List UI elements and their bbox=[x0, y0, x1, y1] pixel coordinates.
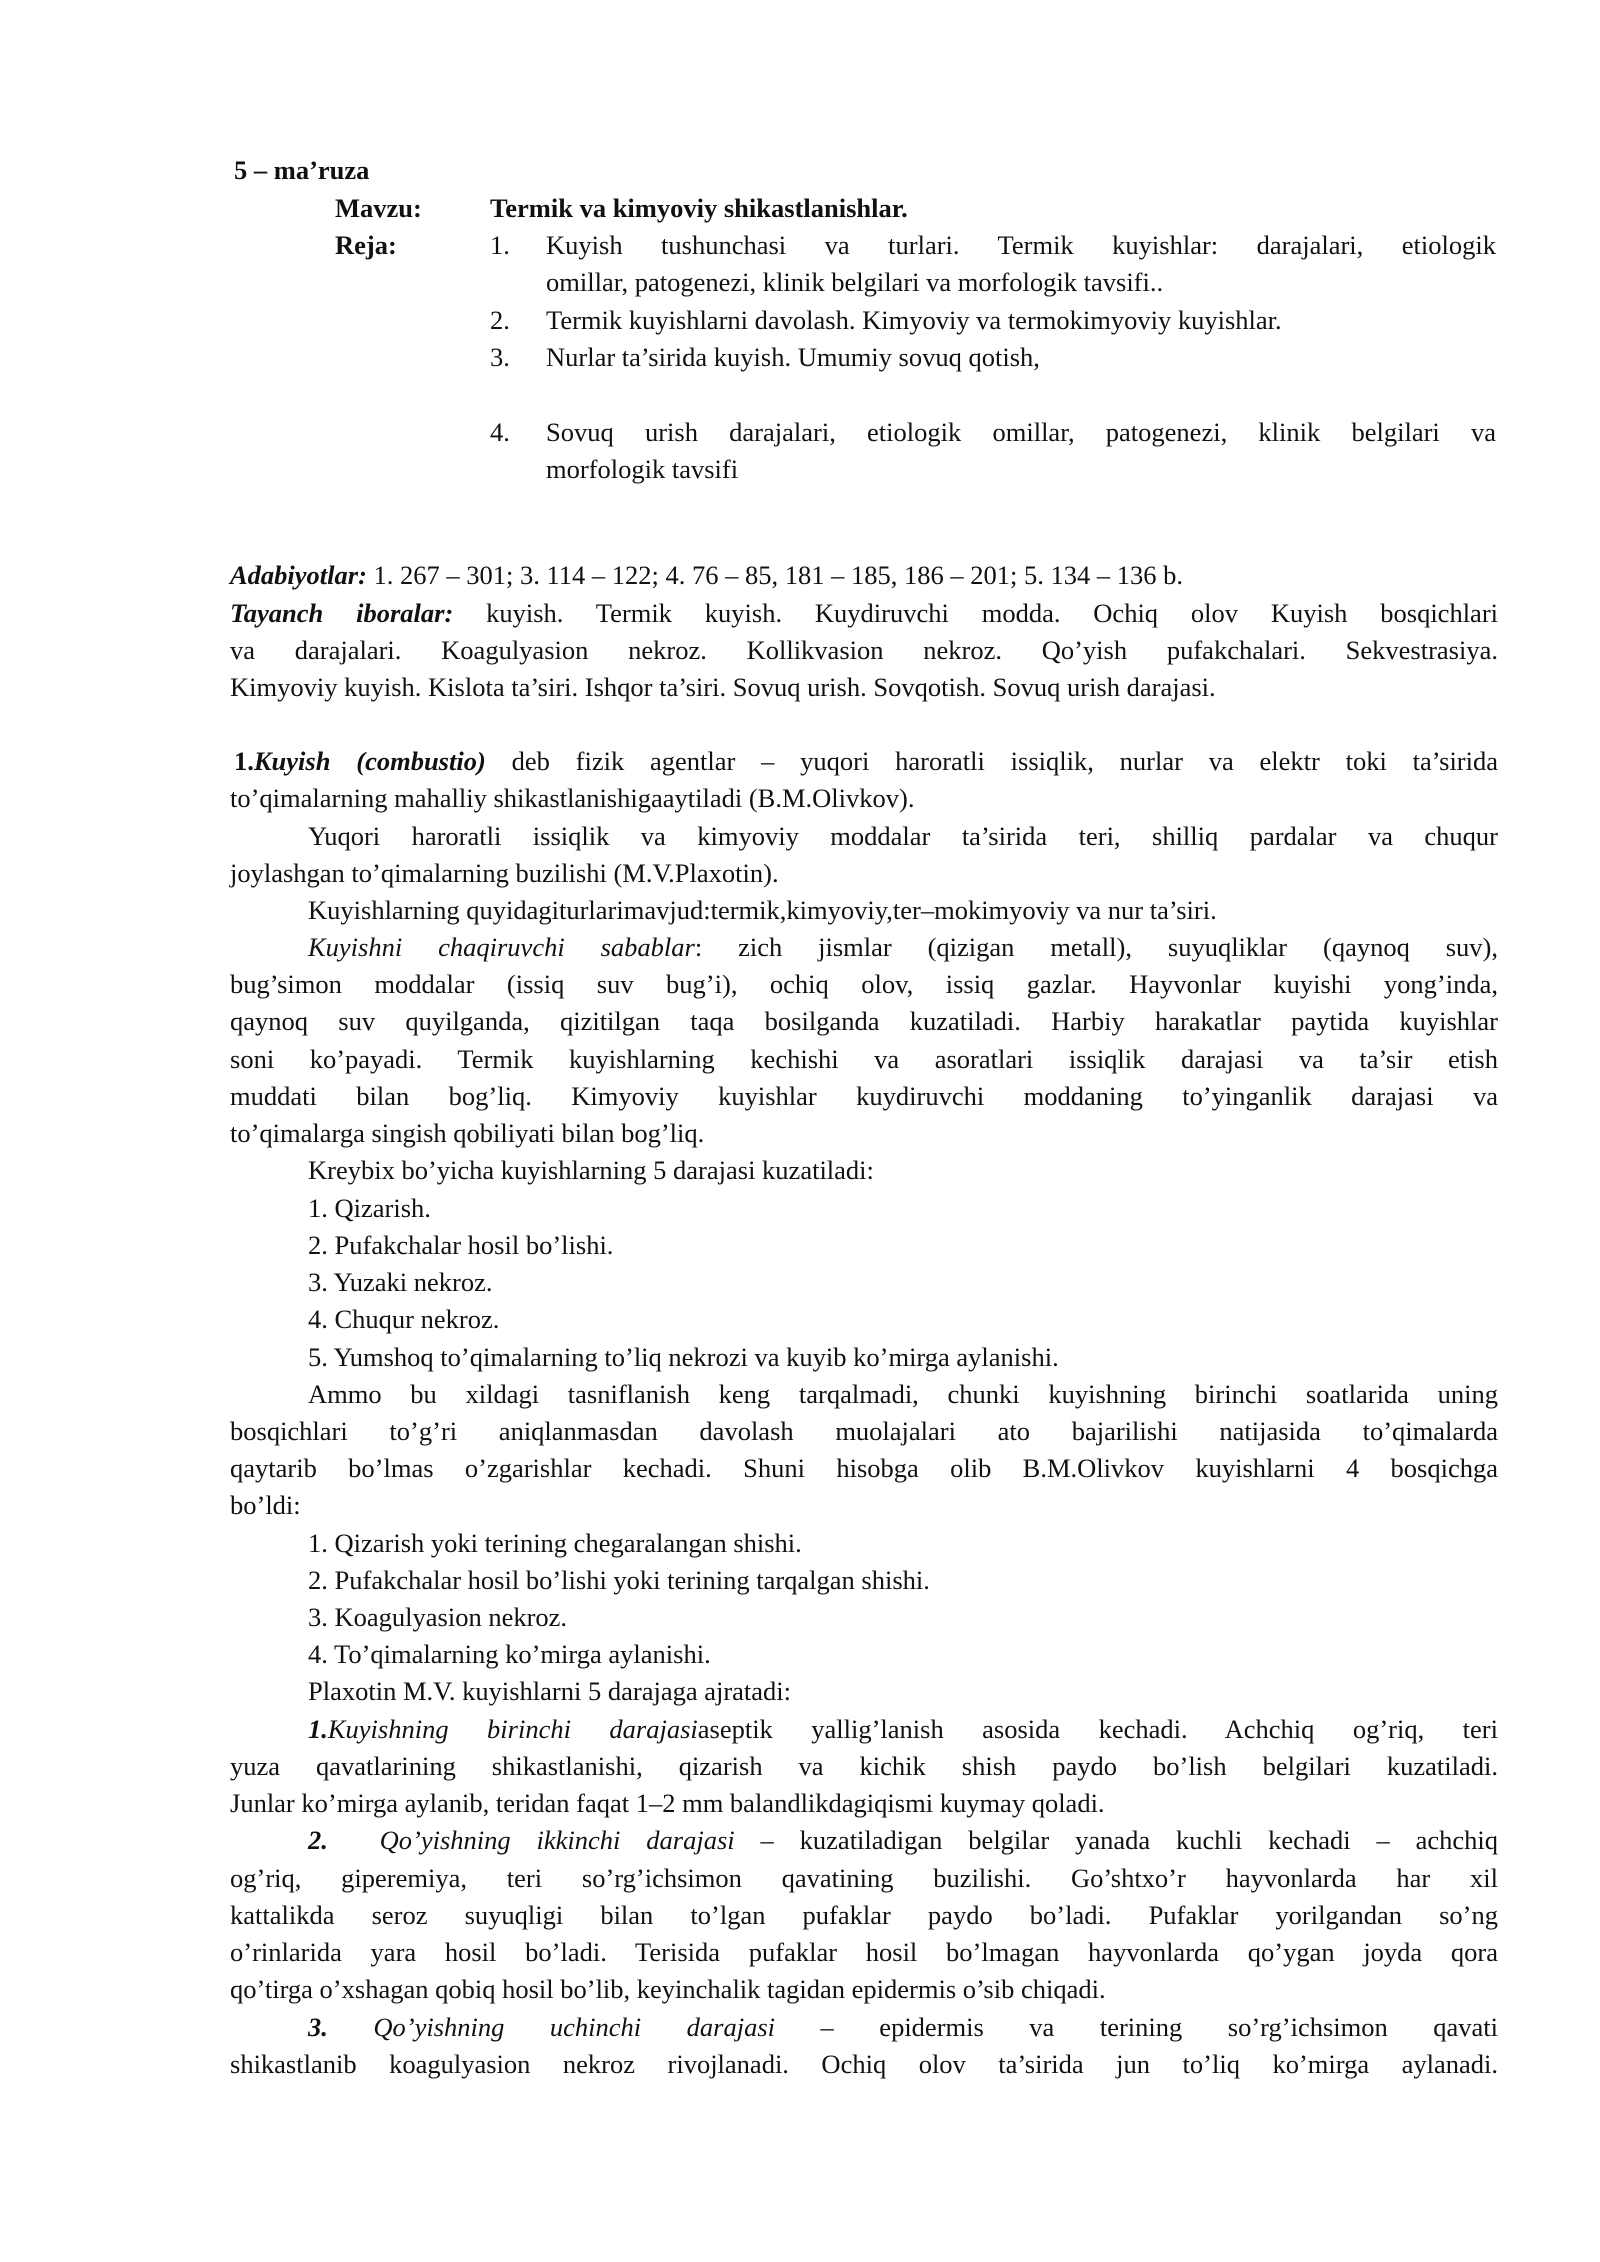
list-item: 4. To’qimalarning ko’mirga aylanishi. bbox=[308, 1639, 711, 1669]
paragraph-line: Ammo bu xildagi tasniflanish keng tarqalmadi, chunki kuyishning birinchi soatlarida uning bbox=[308, 1379, 1498, 1409]
list-item: 3. Yuzaki nekroz. bbox=[308, 1267, 493, 1297]
degree-number: 1. bbox=[308, 1714, 328, 1744]
literature-line bbox=[230, 557, 1498, 594]
paragraph-line: bosqichlari to’g’ri aniqlanmasdan davolash muolajalari ato bajarilishi natijasida to’qimalarda bbox=[230, 1416, 1498, 1446]
term: Kuyishni chaqiruvchi sabablar bbox=[308, 932, 695, 962]
paragraph-line: Kreybix bo’yicha kuyishlarning 5 darajasi kuzatiladi: bbox=[308, 1155, 874, 1185]
paragraph-line: Junlar ko’mirga aylanib, teridan faqat 1–2 mm balandlikdagiqismi kuymay qoladi. bbox=[230, 1788, 1105, 1818]
term: Qo’yishning ikkinchi darajasi bbox=[327, 1825, 735, 1855]
paragraph-line: kattalikda seroz suyuqligi bilan to’lgan pufaklar paydo bo’ladi. Pufaklar yorilgandan so’ng bbox=[230, 1900, 1498, 1930]
paragraph-text: – epidermis va terining so’rg’ichsimon qavati bbox=[775, 2012, 1498, 2042]
paragraph-text: – kuzatiladigan belgilar yanada kuchli kechadi – achchiq bbox=[734, 1825, 1498, 1855]
topic-title: Termik va kimyoviy shikastlanishlar. bbox=[490, 193, 908, 223]
list-item: 2. Pufakchalar hosil bo’lishi yoki terining tarqalgan shishi. bbox=[308, 1565, 930, 1595]
keywords-line: va darajalari. Koagulyasion nekroz. Kollikvasion nekroz. Qo’yish pufakchalari. Sekvestrasiya. bbox=[230, 635, 1498, 665]
list-item: 3. Koagulyasion nekroz. bbox=[308, 1602, 568, 1632]
list-item: 1. Qizarish yoki terining chegaralangan shishi. bbox=[308, 1528, 802, 1558]
plan-item-text: Kuyish tushunchasi va turlari. Termik kuyishlar: darajalari, etiologik bbox=[546, 230, 1496, 260]
paragraph-text: aseptik yallig’lanish asosida kechadi. Achchiq og’riq, teri bbox=[697, 1714, 1498, 1744]
plan-item-text: morfologik tavsifi bbox=[546, 454, 739, 484]
keywords-line bbox=[230, 595, 1498, 632]
plan-item-text: Sovuq urish darajalari, etiologik omillar, patogenezi, klinik belgilari va bbox=[546, 417, 1496, 447]
degree-number: 3. bbox=[308, 2012, 328, 2042]
keywords-line: Kimyoviy kuyish. Kislota ta’siri. Ishqor ta’siri. Sovuq urish. Sovqotish. Sovuq urish darajasi. bbox=[230, 672, 1216, 702]
paragraph-line: o’rinlarida yara hosil bo’ladi. Terisida pufaklar hosil bo’lmagan hayvonlarda qo’ygan joyda qora bbox=[230, 1937, 1498, 1967]
paragraph-line bbox=[308, 1822, 1498, 1859]
paragraph-line bbox=[308, 1711, 1498, 1748]
keywords-label: Tayanch iboralar: bbox=[230, 598, 454, 628]
paragraph-line: to’qimalarga singish qobiliyati bilan bog’liq. bbox=[230, 1118, 705, 1148]
paragraph-line: bo’ldi: bbox=[230, 1490, 301, 1520]
section-number: 1. bbox=[234, 746, 254, 776]
paragraph-text: : zich jismlar (qizigan metall), suyuqliklar (qaynoq suv), bbox=[694, 932, 1498, 962]
plan-item-number: 3. bbox=[490, 342, 510, 372]
paragraph-line bbox=[308, 929, 1498, 966]
paragraph-line: muddati bilan bog’liq. Kimyoviy kuyishlar kuydiruvchi moddaning to’yinganlik darajasi va bbox=[230, 1081, 1498, 1111]
paragraph-line bbox=[234, 743, 1498, 780]
paragraph-line: qaytarib bo’lmas o’zgarishlar kechadi. Shuni hisobga olib B.M.Olivkov kuyishlarni 4 bosqichga bbox=[230, 1453, 1498, 1483]
paragraph-line: soni ko’payadi. Termik kuyishlarning kechishi va asoratlari issiqlik darajasi va ta’sir etish bbox=[230, 1044, 1498, 1074]
term: Kuyishning birinchi darajasi bbox=[327, 1714, 698, 1744]
list-item: 1. Qizarish. bbox=[308, 1193, 431, 1223]
plan-label: Reja: bbox=[335, 230, 397, 260]
plan-item-number: 2. bbox=[490, 305, 510, 335]
paragraph-line: joylashgan to’qimalarning buzilishi (M.V.Plaxotin). bbox=[230, 858, 779, 888]
term: Qo’yishning uchinchi darajasi bbox=[327, 2012, 776, 2042]
plan-item-text: omillar, patogenezi, klinik belgilari va morfologik tavsifi.. bbox=[546, 267, 1164, 297]
plan-item-text: Nurlar ta’sirida kuyish. Umumiy sovuq qotish, bbox=[546, 342, 1040, 372]
paragraph-line: Plaxotin M.V. kuyishlarni 5 darajaga ajratadi: bbox=[308, 1676, 792, 1706]
literature-label: Adabiyotlar: bbox=[230, 560, 367, 590]
paragraph-line: Kuyishlarning quyidagiturlarimavjud:termik,kimyoviy,ter–mokimyoviy va nur ta’siri. bbox=[308, 895, 1217, 925]
paragraph-text: deb fizik agentlar – yuqori haroratli issiqlik, nurlar va elektr toki ta’sirida bbox=[485, 746, 1498, 776]
paragraph-line: qo’tirga o’xshagan qobiq hosil bo’lib, keyinchalik tagidan epidermis o’sib chiqadi. bbox=[230, 1974, 1106, 2004]
literature-text: 1. 267 – 301; 3. 114 – 122; 4. 76 – 85, 181 – 185, 186 – 201; 5. 134 – 136 b. bbox=[366, 560, 1184, 590]
paragraph-line: shikastlanib koagulyasion nekroz rivojlanadi. Ochiq olov ta’sirida jun to’liq ko’mirga aylanadi. bbox=[230, 2049, 1498, 2079]
paragraph-line: bug’simon moddalar (issiq suv bug’i), ochiq olov, issiq gazlar. Hayvonlar kuyishi yong’inda, bbox=[230, 969, 1498, 999]
plan-item-number: 1. bbox=[490, 230, 510, 260]
paragraph-line: Yuqori haroratli issiqlik va kimyoviy moddalar ta’sirida teri, shilliq pardalar va chuqur bbox=[308, 821, 1498, 851]
paragraph-line: qaynoq suv quyilganda, qizitilgan taqa bosilganda kuzatiladi. Harbiy harakatlar paytida kuyishlar bbox=[230, 1006, 1498, 1036]
degree-number: 2. bbox=[308, 1825, 328, 1855]
plan-item-number: 4. bbox=[490, 417, 510, 447]
lecture-number: 5 – ma’ruza bbox=[234, 155, 370, 185]
list-item: 4. Chuqur nekroz. bbox=[308, 1304, 500, 1334]
list-item: 5. Yumshoq to’qimalarning to’liq nekrozi va kuyib ko’mirga aylanishi. bbox=[308, 1342, 1059, 1372]
paragraph-line: yuza qavatlarining shikastlanishi, qizarish va kichik shish paydo bo’lish belgilari kuzatiladi. bbox=[230, 1751, 1498, 1781]
keywords-text: kuyish. Termik kuyish. Kuydiruvchi modda. Ochiq olov Kuyish bosqichlari bbox=[453, 598, 1499, 628]
plan-item-text: Termik kuyishlarni davolash. Kimyoviy va termokimyoviy kuyishlar. bbox=[546, 305, 1282, 335]
paragraph-line: to’qimalarning mahalliy shikastlanishigaaytiladi (B.M.Olivkov). bbox=[230, 783, 915, 813]
term: Kuyish (combustio) bbox=[253, 746, 486, 776]
paragraph-line bbox=[308, 2009, 1498, 2046]
paragraph-line: og’riq, giperemiya, teri so’rg’ichsimon qavatining buzilishi. Go’shtxo’r hayvonlarda har xil bbox=[230, 1863, 1498, 1893]
topic-label: Mavzu: bbox=[335, 193, 422, 223]
list-item: 2. Pufakchalar hosil bo’lishi. bbox=[308, 1230, 614, 1260]
